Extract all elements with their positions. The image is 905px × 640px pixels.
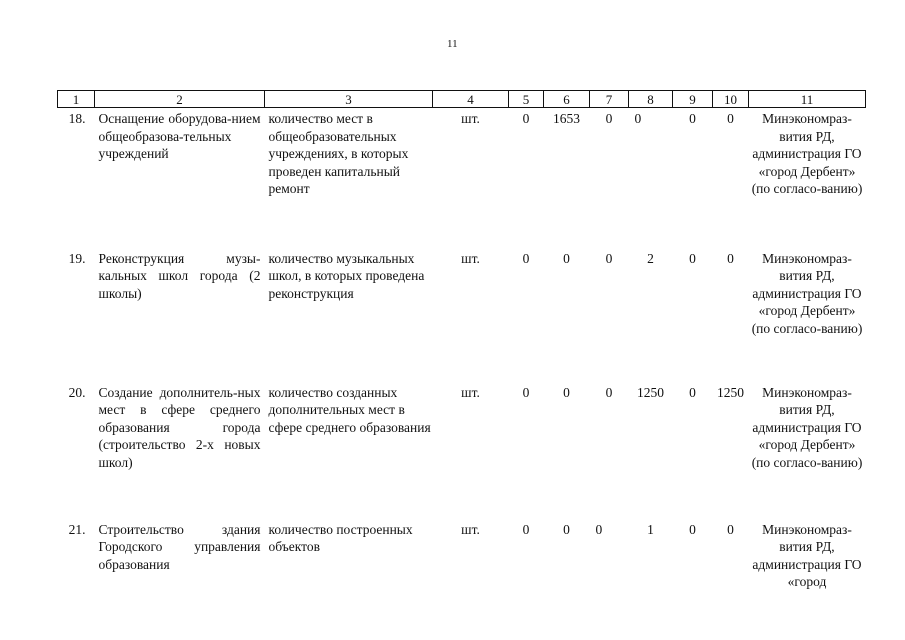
table-row (58, 108, 866, 248)
value-7: 0 (605, 384, 613, 400)
col-header-10: 10 (713, 91, 749, 108)
col-header-3: 3 (265, 91, 433, 108)
table-row (58, 519, 866, 609)
col-header-8: 8 (629, 91, 673, 108)
value-9: 0 (689, 111, 696, 126)
table-row (58, 382, 866, 519)
col-header-7: 7 (590, 91, 629, 108)
value-5: 0 (522, 384, 530, 400)
value-7: 0 (595, 521, 603, 537)
col-header-6: 6 (544, 91, 590, 108)
executor: Минэкономраз-вития РД, администрация ГО «город Дербент» (по согласо-ванию) (751, 250, 863, 336)
row-number: 18. (68, 111, 86, 126)
row-number: 20. (68, 384, 86, 400)
value-5: 0 (522, 111, 530, 126)
value-6: 0 (563, 384, 570, 400)
value-9: 0 (689, 250, 696, 266)
value-8: 1 (647, 521, 654, 537)
executor: Минэкономраз-вития РД, администрация ГО «город Дербент» (по согласо-ванию) (751, 111, 863, 196)
value-10: 1250 (717, 384, 744, 400)
col-header-4: 4 (433, 91, 509, 108)
value-7: 0 (605, 111, 613, 126)
col-header-1: 1 (58, 91, 95, 108)
col-header-9: 9 (673, 91, 713, 108)
value-10: 0 (727, 111, 734, 126)
col-header-2: 2 (95, 91, 265, 108)
indicator: количество созданных дополнительных мест в сфере среднего образования (268, 384, 431, 435)
unit: шт. (461, 250, 480, 266)
measure-name: Строительство здания Городского управления образования (98, 521, 261, 572)
value-10: 0 (727, 250, 734, 266)
value-7: 0 (605, 250, 613, 266)
table-row (58, 248, 866, 382)
indicator: количество построенных объектов (268, 521, 413, 554)
value-8: 2 (647, 250, 654, 266)
value-8: 1250 (637, 384, 664, 400)
value-6: 0 (563, 521, 570, 537)
value-9: 0 (689, 521, 696, 537)
unit: шт. (461, 384, 480, 400)
value-5: 0 (522, 250, 530, 266)
page-number: 11 (447, 38, 458, 50)
measure-name: Создание дополнитель-ных мест в сфере среднего образования города (строительство 2-х новых школ) (98, 384, 261, 470)
indicator: количество мест в общеобразовательных учреждениях, в которых проведен капитальный ремонт (268, 111, 409, 196)
row-number: 19. (68, 250, 86, 266)
value-5: 0 (522, 521, 530, 537)
col-header-11: 11 (749, 91, 866, 108)
value-8: 0 (634, 111, 642, 126)
value-10: 0 (727, 521, 734, 537)
unit: шт. (461, 521, 480, 537)
executor: Минэкономраз-вития РД, администрация ГО «город Дербент» (по согласо-ванию) (751, 384, 863, 470)
indicator: количество музыкальных школ, в которых проведена реконструкция (268, 250, 425, 301)
row-number: 21. (68, 521, 86, 537)
measure-name: Реконструкция музы-кальных школ города (2 школы) (98, 250, 261, 301)
executor: Минэкономраз-вития РД, администрация ГО «город (752, 521, 862, 589)
measure-name: Оснащение оборудова-нием общеобразова-тельных учреждений (98, 111, 261, 161)
col-header-5: 5 (509, 91, 544, 108)
program-table (57, 90, 866, 609)
value-6: 1653 (553, 111, 580, 126)
unit: шт. (461, 111, 480, 126)
header-row (58, 91, 866, 108)
value-6: 0 (563, 250, 570, 266)
value-9: 0 (689, 384, 696, 400)
